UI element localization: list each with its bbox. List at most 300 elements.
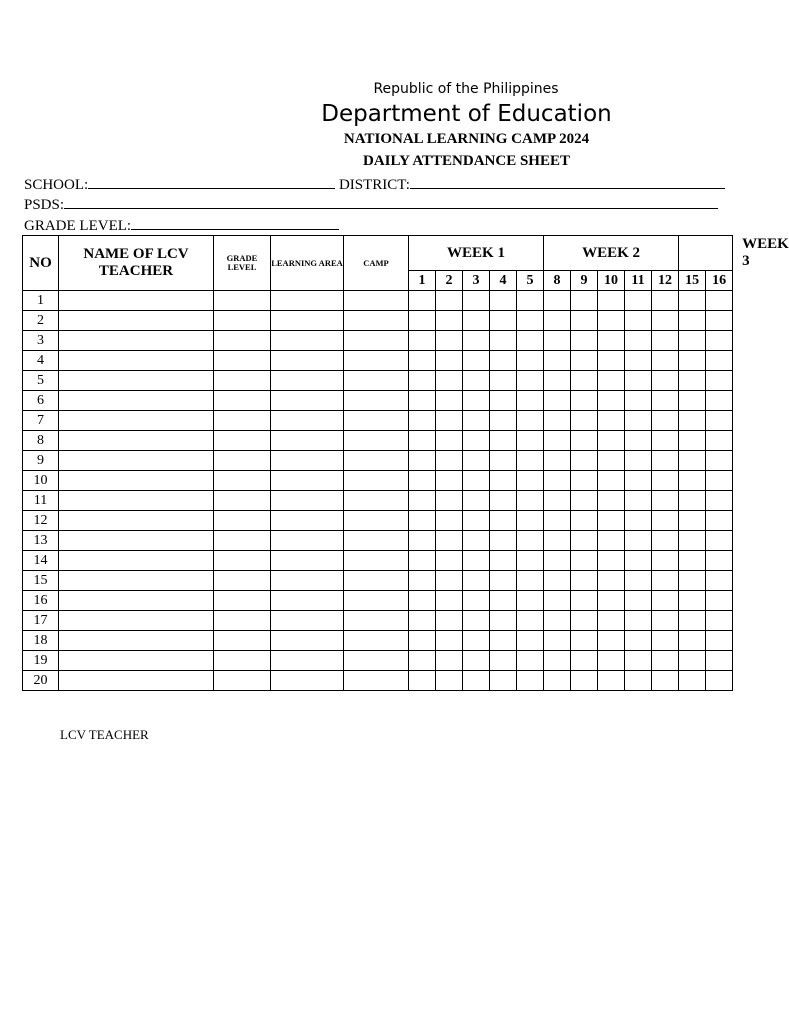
attendance-cell[interactable] (598, 391, 625, 411)
attendance-cell[interactable] (436, 671, 463, 691)
grade-level-cell[interactable] (214, 451, 271, 471)
grade-level-cell[interactable] (214, 371, 271, 391)
attendance-cell[interactable] (706, 391, 733, 411)
attendance-cell[interactable] (652, 411, 679, 431)
attendance-cell[interactable] (679, 331, 706, 351)
attendance-cell[interactable] (679, 631, 706, 651)
attendance-cell[interactable] (490, 411, 517, 431)
attendance-cell[interactable] (409, 671, 436, 691)
attendance-cell[interactable] (598, 411, 625, 431)
attendance-cell[interactable] (490, 531, 517, 551)
camp-cell[interactable] (344, 431, 409, 451)
attendance-cell[interactable] (436, 431, 463, 451)
attendance-cell[interactable] (517, 451, 544, 471)
attendance-cell[interactable] (409, 371, 436, 391)
grade-level-cell[interactable] (214, 531, 271, 551)
attendance-cell[interactable] (436, 651, 463, 671)
grade-level-cell[interactable] (214, 431, 271, 451)
camp-cell[interactable] (344, 471, 409, 491)
attendance-cell[interactable] (409, 551, 436, 571)
attendance-cell[interactable] (652, 551, 679, 571)
attendance-cell[interactable] (706, 551, 733, 571)
attendance-cell[interactable] (625, 391, 652, 411)
attendance-cell[interactable] (679, 491, 706, 511)
attendance-cell[interactable] (490, 391, 517, 411)
attendance-cell[interactable] (706, 651, 733, 671)
learning-area-cell[interactable] (271, 431, 344, 451)
camp-cell[interactable] (344, 511, 409, 531)
grade-level-cell[interactable] (214, 491, 271, 511)
attendance-cell[interactable] (679, 411, 706, 431)
attendance-cell[interactable] (652, 491, 679, 511)
attendance-cell[interactable] (571, 491, 598, 511)
attendance-cell[interactable] (598, 551, 625, 571)
attendance-cell[interactable] (544, 451, 571, 471)
attendance-cell[interactable] (625, 411, 652, 431)
attendance-cell[interactable] (517, 531, 544, 551)
camp-cell[interactable] (344, 611, 409, 631)
attendance-cell[interactable] (490, 311, 517, 331)
attendance-cell[interactable] (679, 391, 706, 411)
attendance-cell[interactable] (409, 411, 436, 431)
teacher-name-cell[interactable] (59, 671, 214, 691)
attendance-cell[interactable] (598, 371, 625, 391)
learning-area-cell[interactable] (271, 291, 344, 311)
attendance-cell[interactable] (463, 351, 490, 371)
attendance-cell[interactable] (463, 431, 490, 451)
learning-area-cell[interactable] (271, 551, 344, 571)
attendance-cell[interactable] (436, 351, 463, 371)
teacher-name-cell[interactable] (59, 531, 214, 551)
attendance-cell[interactable] (679, 291, 706, 311)
attendance-cell[interactable] (652, 391, 679, 411)
attendance-cell[interactable] (571, 451, 598, 471)
attendance-cell[interactable] (625, 531, 652, 551)
learning-area-cell[interactable] (271, 451, 344, 471)
attendance-cell[interactable] (625, 371, 652, 391)
attendance-cell[interactable] (652, 351, 679, 371)
attendance-cell[interactable] (544, 371, 571, 391)
attendance-cell[interactable] (544, 611, 571, 631)
attendance-cell[interactable] (517, 591, 544, 611)
grade-level-cell[interactable] (214, 511, 271, 531)
teacher-name-cell[interactable] (59, 371, 214, 391)
attendance-cell[interactable] (598, 511, 625, 531)
attendance-cell[interactable] (517, 291, 544, 311)
attendance-cell[interactable] (490, 471, 517, 491)
learning-area-cell[interactable] (271, 371, 344, 391)
attendance-cell[interactable] (463, 371, 490, 391)
attendance-cell[interactable] (436, 591, 463, 611)
attendance-cell[interactable] (490, 571, 517, 591)
attendance-cell[interactable] (463, 591, 490, 611)
district-field[interactable] (410, 175, 725, 189)
attendance-cell[interactable] (517, 371, 544, 391)
attendance-cell[interactable] (625, 351, 652, 371)
attendance-cell[interactable] (706, 671, 733, 691)
learning-area-cell[interactable] (271, 471, 344, 491)
teacher-name-cell[interactable] (59, 391, 214, 411)
attendance-cell[interactable] (463, 671, 490, 691)
grade-level-cell[interactable] (214, 351, 271, 371)
attendance-cell[interactable] (598, 611, 625, 631)
attendance-cell[interactable] (517, 651, 544, 671)
attendance-cell[interactable] (490, 671, 517, 691)
attendance-cell[interactable] (544, 651, 571, 671)
attendance-cell[interactable] (463, 291, 490, 311)
attendance-cell[interactable] (490, 291, 517, 311)
school-field[interactable] (88, 175, 335, 189)
teacher-name-cell[interactable] (59, 431, 214, 451)
attendance-cell[interactable] (436, 311, 463, 331)
attendance-cell[interactable] (463, 511, 490, 531)
attendance-cell[interactable] (706, 611, 733, 631)
attendance-cell[interactable] (679, 431, 706, 451)
learning-area-cell[interactable] (271, 511, 344, 531)
grade-level-cell[interactable] (214, 311, 271, 331)
camp-cell[interactable] (344, 671, 409, 691)
attendance-cell[interactable] (571, 371, 598, 391)
attendance-cell[interactable] (652, 531, 679, 551)
grade-level-cell[interactable] (214, 331, 271, 351)
camp-cell[interactable] (344, 371, 409, 391)
attendance-cell[interactable] (544, 571, 571, 591)
attendance-cell[interactable] (436, 511, 463, 531)
learning-area-cell[interactable] (271, 391, 344, 411)
attendance-cell[interactable] (517, 391, 544, 411)
attendance-cell[interactable] (409, 531, 436, 551)
attendance-cell[interactable] (625, 491, 652, 511)
attendance-cell[interactable] (517, 351, 544, 371)
attendance-cell[interactable] (679, 551, 706, 571)
attendance-cell[interactable] (544, 391, 571, 411)
attendance-cell[interactable] (409, 331, 436, 351)
attendance-cell[interactable] (598, 571, 625, 591)
camp-cell[interactable] (344, 491, 409, 511)
attendance-cell[interactable] (544, 511, 571, 531)
attendance-cell[interactable] (544, 491, 571, 511)
attendance-cell[interactable] (490, 431, 517, 451)
attendance-cell[interactable] (706, 451, 733, 471)
attendance-cell[interactable] (706, 631, 733, 651)
attendance-cell[interactable] (652, 651, 679, 671)
attendance-cell[interactable] (571, 651, 598, 671)
teacher-name-cell[interactable] (59, 551, 214, 571)
attendance-cell[interactable] (490, 331, 517, 351)
attendance-cell[interactable] (436, 531, 463, 551)
attendance-cell[interactable] (571, 411, 598, 431)
attendance-cell[interactable] (409, 651, 436, 671)
camp-cell[interactable] (344, 391, 409, 411)
attendance-cell[interactable] (463, 551, 490, 571)
attendance-cell[interactable] (706, 311, 733, 331)
attendance-cell[interactable] (598, 531, 625, 551)
attendance-cell[interactable] (490, 551, 517, 571)
attendance-cell[interactable] (652, 291, 679, 311)
teacher-name-cell[interactable] (59, 631, 214, 651)
grade-level-cell[interactable] (214, 551, 271, 571)
attendance-cell[interactable] (544, 291, 571, 311)
attendance-cell[interactable] (436, 631, 463, 651)
attendance-cell[interactable] (490, 591, 517, 611)
attendance-cell[interactable] (571, 291, 598, 311)
attendance-cell[interactable] (490, 511, 517, 531)
attendance-cell[interactable] (706, 591, 733, 611)
attendance-cell[interactable] (652, 431, 679, 451)
attendance-cell[interactable] (679, 671, 706, 691)
attendance-cell[interactable] (625, 291, 652, 311)
learning-area-cell[interactable] (271, 671, 344, 691)
attendance-cell[interactable] (598, 311, 625, 331)
attendance-cell[interactable] (463, 451, 490, 471)
attendance-cell[interactable] (490, 611, 517, 631)
camp-cell[interactable] (344, 571, 409, 591)
attendance-cell[interactable] (463, 491, 490, 511)
attendance-cell[interactable] (544, 631, 571, 651)
attendance-cell[interactable] (544, 471, 571, 491)
camp-cell[interactable] (344, 531, 409, 551)
attendance-cell[interactable] (571, 471, 598, 491)
attendance-cell[interactable] (625, 511, 652, 531)
attendance-cell[interactable] (463, 331, 490, 351)
attendance-cell[interactable] (679, 311, 706, 331)
attendance-cell[interactable] (679, 471, 706, 491)
attendance-cell[interactable] (652, 371, 679, 391)
attendance-cell[interactable] (652, 571, 679, 591)
attendance-cell[interactable] (652, 591, 679, 611)
attendance-cell[interactable] (571, 671, 598, 691)
attendance-cell[interactable] (706, 291, 733, 311)
grade-level-cell[interactable] (214, 671, 271, 691)
attendance-cell[interactable] (652, 511, 679, 531)
attendance-cell[interactable] (625, 331, 652, 351)
attendance-cell[interactable] (571, 531, 598, 551)
attendance-cell[interactable] (625, 551, 652, 571)
attendance-cell[interactable] (571, 351, 598, 371)
attendance-cell[interactable] (490, 371, 517, 391)
grade-level-cell[interactable] (214, 571, 271, 591)
attendance-cell[interactable] (436, 471, 463, 491)
attendance-cell[interactable] (409, 291, 436, 311)
attendance-cell[interactable] (571, 631, 598, 651)
attendance-cell[interactable] (517, 611, 544, 631)
attendance-cell[interactable] (625, 311, 652, 331)
attendance-cell[interactable] (409, 591, 436, 611)
teacher-name-cell[interactable] (59, 611, 214, 631)
camp-cell[interactable] (344, 631, 409, 651)
attendance-cell[interactable] (490, 651, 517, 671)
attendance-cell[interactable] (517, 511, 544, 531)
attendance-cell[interactable] (409, 471, 436, 491)
attendance-cell[interactable] (679, 511, 706, 531)
psds-field[interactable] (64, 195, 718, 209)
attendance-cell[interactable] (679, 611, 706, 631)
attendance-cell[interactable] (598, 291, 625, 311)
grade-level-cell[interactable] (214, 291, 271, 311)
learning-area-cell[interactable] (271, 531, 344, 551)
learning-area-cell[interactable] (271, 331, 344, 351)
camp-cell[interactable] (344, 551, 409, 571)
attendance-cell[interactable] (679, 571, 706, 591)
learning-area-cell[interactable] (271, 631, 344, 651)
learning-area-cell[interactable] (271, 651, 344, 671)
grade-level-cell[interactable] (214, 651, 271, 671)
attendance-cell[interactable] (436, 571, 463, 591)
attendance-cell[interactable] (679, 451, 706, 471)
attendance-cell[interactable] (625, 631, 652, 651)
attendance-cell[interactable] (463, 651, 490, 671)
attendance-cell[interactable] (517, 571, 544, 591)
teacher-name-cell[interactable] (59, 451, 214, 471)
attendance-cell[interactable] (544, 531, 571, 551)
attendance-cell[interactable] (409, 571, 436, 591)
attendance-cell[interactable] (517, 471, 544, 491)
attendance-cell[interactable] (463, 531, 490, 551)
attendance-cell[interactable] (436, 411, 463, 431)
attendance-cell[interactable] (490, 451, 517, 471)
attendance-cell[interactable] (409, 511, 436, 531)
learning-area-cell[interactable] (271, 351, 344, 371)
teacher-name-cell[interactable] (59, 351, 214, 371)
camp-cell[interactable] (344, 291, 409, 311)
grade-level-cell[interactable] (214, 471, 271, 491)
attendance-cell[interactable] (625, 431, 652, 451)
attendance-cell[interactable] (409, 431, 436, 451)
attendance-cell[interactable] (679, 591, 706, 611)
attendance-cell[interactable] (463, 571, 490, 591)
attendance-cell[interactable] (706, 491, 733, 511)
attendance-cell[interactable] (706, 331, 733, 351)
attendance-cell[interactable] (463, 311, 490, 331)
learning-area-cell[interactable] (271, 411, 344, 431)
attendance-cell[interactable] (598, 431, 625, 451)
grade-level-cell[interactable] (214, 411, 271, 431)
learning-area-cell[interactable] (271, 491, 344, 511)
grade-level-cell[interactable] (214, 591, 271, 611)
grade-level-cell[interactable] (214, 611, 271, 631)
attendance-cell[interactable] (625, 651, 652, 671)
learning-area-cell[interactable] (271, 311, 344, 331)
attendance-cell[interactable] (463, 631, 490, 651)
attendance-cell[interactable] (544, 671, 571, 691)
attendance-cell[interactable] (517, 491, 544, 511)
teacher-name-cell[interactable] (59, 491, 214, 511)
attendance-cell[interactable] (625, 571, 652, 591)
attendance-cell[interactable] (706, 531, 733, 551)
attendance-cell[interactable] (679, 651, 706, 671)
attendance-cell[interactable] (706, 431, 733, 451)
grade-level-cell[interactable] (214, 391, 271, 411)
teacher-name-cell[interactable] (59, 471, 214, 491)
attendance-cell[interactable] (598, 471, 625, 491)
attendance-cell[interactable] (652, 331, 679, 351)
attendance-cell[interactable] (436, 391, 463, 411)
attendance-cell[interactable] (652, 451, 679, 471)
attendance-cell[interactable] (571, 511, 598, 531)
teacher-name-cell[interactable] (59, 331, 214, 351)
attendance-cell[interactable] (409, 351, 436, 371)
teacher-name-cell[interactable] (59, 591, 214, 611)
attendance-cell[interactable] (679, 531, 706, 551)
attendance-cell[interactable] (490, 491, 517, 511)
attendance-cell[interactable] (706, 571, 733, 591)
camp-cell[interactable] (344, 351, 409, 371)
attendance-cell[interactable] (571, 331, 598, 351)
attendance-cell[interactable] (409, 631, 436, 651)
attendance-cell[interactable] (517, 331, 544, 351)
attendance-cell[interactable] (625, 451, 652, 471)
attendance-cell[interactable] (409, 311, 436, 331)
attendance-cell[interactable] (463, 391, 490, 411)
attendance-cell[interactable] (598, 651, 625, 671)
attendance-cell[interactable] (409, 491, 436, 511)
attendance-cell[interactable] (517, 411, 544, 431)
attendance-cell[interactable] (571, 551, 598, 571)
learning-area-cell[interactable] (271, 591, 344, 611)
attendance-cell[interactable] (490, 631, 517, 651)
attendance-cell[interactable] (409, 451, 436, 471)
attendance-cell[interactable] (598, 331, 625, 351)
attendance-cell[interactable] (571, 391, 598, 411)
attendance-cell[interactable] (544, 311, 571, 331)
attendance-cell[interactable] (517, 671, 544, 691)
attendance-cell[interactable] (436, 331, 463, 351)
attendance-cell[interactable] (517, 431, 544, 451)
attendance-cell[interactable] (625, 591, 652, 611)
attendance-cell[interactable] (706, 411, 733, 431)
attendance-cell[interactable] (598, 631, 625, 651)
attendance-cell[interactable] (598, 451, 625, 471)
attendance-cell[interactable] (544, 411, 571, 431)
attendance-cell[interactable] (436, 491, 463, 511)
teacher-name-cell[interactable] (59, 571, 214, 591)
attendance-cell[interactable] (544, 551, 571, 571)
attendance-cell[interactable] (625, 611, 652, 631)
attendance-cell[interactable] (571, 591, 598, 611)
attendance-cell[interactable] (598, 351, 625, 371)
attendance-cell[interactable] (706, 511, 733, 531)
camp-cell[interactable] (344, 331, 409, 351)
teacher-name-cell[interactable] (59, 411, 214, 431)
teacher-name-cell[interactable] (59, 311, 214, 331)
attendance-cell[interactable] (679, 351, 706, 371)
attendance-cell[interactable] (436, 291, 463, 311)
attendance-cell[interactable] (409, 611, 436, 631)
attendance-cell[interactable] (706, 351, 733, 371)
attendance-cell[interactable] (436, 551, 463, 571)
attendance-cell[interactable] (544, 351, 571, 371)
attendance-cell[interactable] (544, 431, 571, 451)
attendance-cell[interactable] (706, 371, 733, 391)
attendance-cell[interactable] (598, 671, 625, 691)
attendance-cell[interactable] (571, 571, 598, 591)
attendance-cell[interactable] (463, 611, 490, 631)
attendance-cell[interactable] (652, 311, 679, 331)
teacher-name-cell[interactable] (59, 651, 214, 671)
attendance-cell[interactable] (598, 591, 625, 611)
camp-cell[interactable] (344, 411, 409, 431)
teacher-name-cell[interactable] (59, 511, 214, 531)
attendance-cell[interactable] (679, 371, 706, 391)
attendance-cell[interactable] (436, 371, 463, 391)
attendance-cell[interactable] (544, 591, 571, 611)
camp-cell[interactable] (344, 591, 409, 611)
learning-area-cell[interactable] (271, 571, 344, 591)
attendance-cell[interactable] (517, 631, 544, 651)
grade-level-field[interactable] (131, 216, 339, 230)
attendance-cell[interactable] (436, 611, 463, 631)
attendance-cell[interactable] (598, 491, 625, 511)
